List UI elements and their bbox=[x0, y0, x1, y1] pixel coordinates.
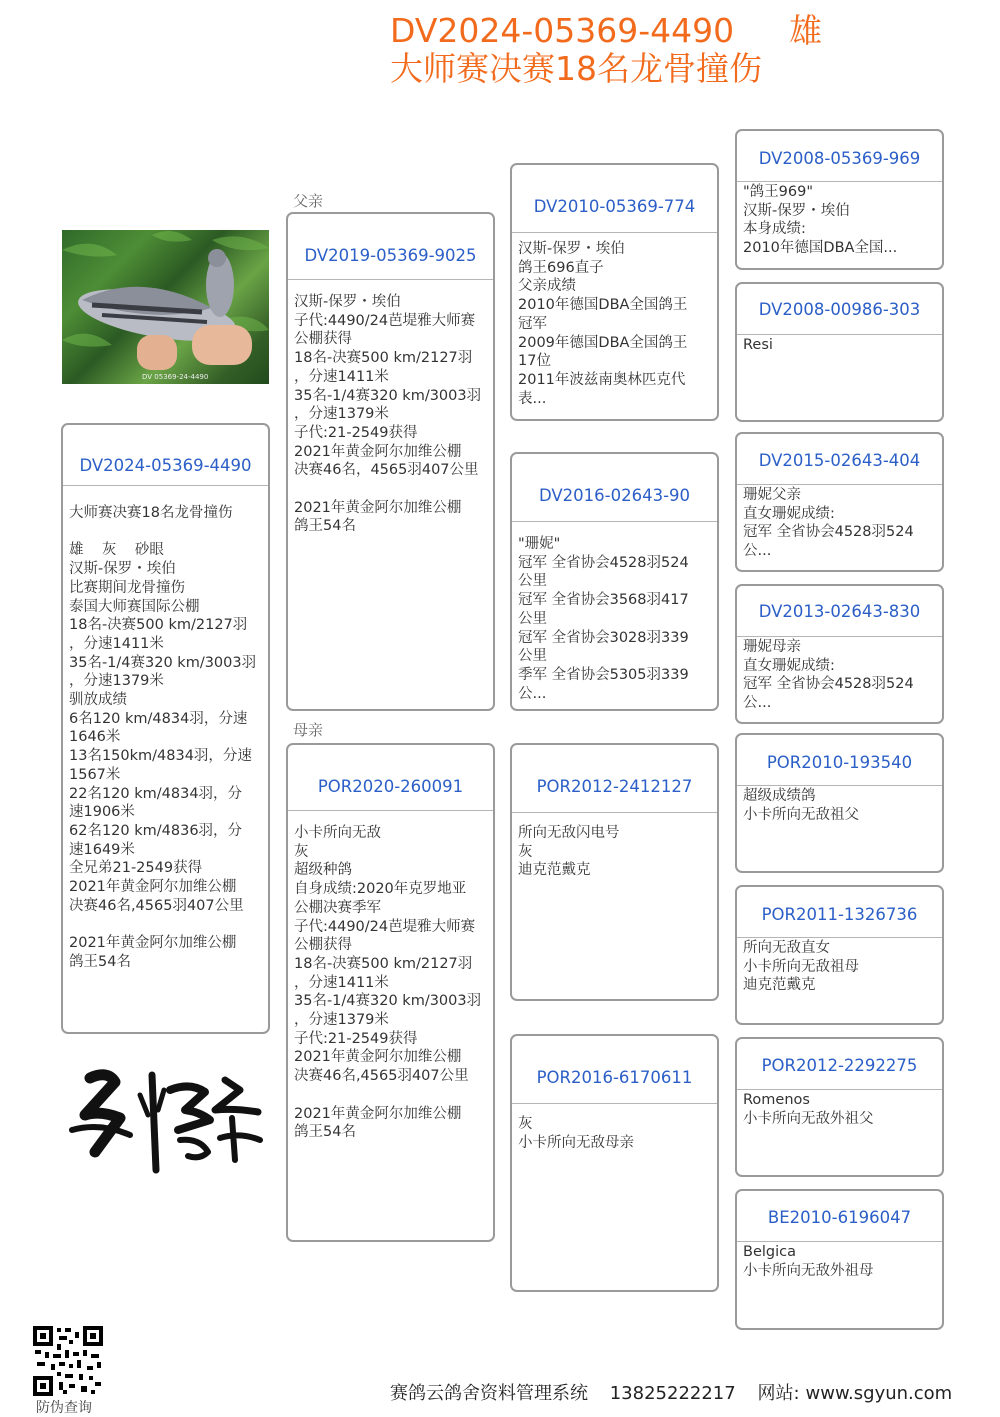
great-grandparent-notes: "鸽王969" 汉斯-保罗・埃伯 本身成绩: 2010年德国DBA全国... bbox=[743, 184, 898, 257]
grandparent-card bbox=[510, 452, 719, 711]
great-grandparent-card bbox=[735, 1037, 944, 1177]
grandparent-notes: 灰 小卡所向无敌母亲 bbox=[518, 1116, 634, 1151]
grandparent-ring: POR2016-6170611 bbox=[512, 1036, 717, 1104]
footer-site[interactable]: www.sgyun.com bbox=[805, 1383, 953, 1404]
grandparent-ring: POR2012-2412127 bbox=[512, 745, 717, 813]
father-notes: 汉斯-保罗・埃伯 子代:4490/24芭堤雅大师赛 公棚获得 18名-决赛500 km/2127羽 ，分速1411米 35名-1/4赛320 km/3003羽 ，分速1379米 子代:21-2549获得 2021年黄金阿尔加维公棚 决赛46名，4565羽407公里 2021年黄金阿尔加维公棚 鸽王54名 bbox=[294, 294, 482, 535]
great-grandparent-ring: DV2013-02643-830 bbox=[737, 586, 942, 637]
pedigree-header bbox=[390, 12, 822, 88]
great-grandparent-notes: Resi bbox=[743, 337, 773, 353]
header-sex: 雄 bbox=[789, 11, 823, 50]
grandparent-card bbox=[510, 1034, 719, 1292]
pigeon-illustration bbox=[62, 230, 269, 384]
mother-ring: POR2020-260091 bbox=[288, 745, 493, 811]
great-grandparent-card bbox=[735, 885, 944, 1025]
qr-label: 防伪查询 bbox=[36, 1400, 92, 1416]
great-grandparent-notes: 超级成绩鸽 小卡所向无敌祖父 bbox=[743, 788, 859, 823]
footer-phone: 13825222217 bbox=[609, 1383, 736, 1404]
great-grandparent-card bbox=[735, 432, 944, 572]
great-grandparent-ring: BE2010-6196047 bbox=[737, 1191, 942, 1242]
footer-site-label: 网站: bbox=[757, 1383, 800, 1404]
great-grandparent-ring: DV2015-02643-404 bbox=[737, 434, 942, 485]
qr-code[interactable] bbox=[33, 1326, 103, 1396]
header-ring: DV2024-05369-4490 bbox=[390, 11, 735, 50]
great-grandparent-notes: 珊妮母亲 直女珊妮成绩: 冠军 全省协会4528羽524 公... bbox=[743, 639, 914, 712]
subject-notes: 大师赛决赛18名龙骨撞伤 雄 灰 砂眼 汉斯-保罗・埃伯 比赛期间龙骨撞伤 泰国大师赛国际公棚 18名-决赛500 km/2127羽 ，分速1411米 35名-1/4赛320 km/3003羽 ，分速1379米 驯放成绩 6名120 km/4834羽，分速 1646米 13名150km/4834羽，分速 1567米 22名120 km/4834羽，分 速1906米 62名120 km/4836羽，分 速1649米 全兄弟21-2549获得 2021年黄金阿尔加维公棚 决赛46名,4565羽407公里 2021年黄金阿尔加维公棚 鸽王54名 bbox=[69, 505, 257, 970]
grandparent-card bbox=[510, 743, 719, 1001]
pigeon-photo bbox=[62, 230, 269, 384]
father-ring: DV2019-05369-9025 bbox=[288, 214, 493, 280]
great-grandparent-notes: 珊妮父亲 直女珊妮成绩: 冠军 全省协会4528羽524 公... bbox=[743, 487, 914, 560]
grandparent-notes: 汉斯-保罗・埃伯 鸽王696直子 父亲成绩 2010年德国DBA全国鸽王 冠军 2009年德国DBA全国鸽王 17位 2011年波兹南奥林匹克代 表... bbox=[518, 241, 688, 407]
great-grandparent-ring: POR2012-2292275 bbox=[737, 1039, 942, 1090]
great-grandparent-ring: POR2011-1326736 bbox=[737, 887, 942, 938]
photo-caption: DV 05369-24-4490 bbox=[142, 373, 209, 381]
great-grandparent-notes: Belgica 小卡所向无敌外祖母 bbox=[743, 1244, 874, 1279]
great-grandparent-ring: DV2008-05369-969 bbox=[737, 131, 942, 182]
grandparent-ring: DV2010-05369-774 bbox=[512, 165, 717, 233]
header-subtitle: 大师赛决赛18名龙骨撞伤 bbox=[390, 49, 762, 88]
great-grandparent-card bbox=[735, 1189, 944, 1330]
footer bbox=[390, 1379, 952, 1405]
great-grandparent-card bbox=[735, 282, 944, 422]
great-grandparent-notes: Romenos 小卡所向无敌外祖父 bbox=[743, 1092, 874, 1127]
grandparent-ring: DV2016-02643-90 bbox=[512, 454, 717, 522]
great-grandparent-ring: DV2008-00986-303 bbox=[737, 284, 942, 335]
mother-card bbox=[286, 743, 495, 1242]
grandparent-notes: "珊妮" 冠军 全省协会4528羽524 公里 冠军 全省协会3568羽417 公里 冠军 全省协会3028羽339 公里 季军 全省协会5305羽339 公... bbox=[518, 536, 689, 702]
great-grandparent-card bbox=[735, 584, 944, 724]
mother-label: 母亲 bbox=[293, 721, 324, 739]
mother-notes: 小卡所向无敌 灰 超级种鸽 自身成绩:2020年克罗地亚 公棚决赛季军 子代:4490/24芭堤雅大师赛 公棚获得 18名-决赛500 km/2127羽 ，分速1411米 35名-1/4赛320 km/3003羽 ，分速1379米 子代:21-2549获得 2021年黄金阿尔加维公棚 决赛46名,4565羽407公里 2021年黄金阿尔加维公棚 鸽王54名 bbox=[294, 825, 482, 1141]
great-grandparent-notes: 所向无敌直女 小卡所向无敌祖母 迪克范戴克 bbox=[743, 940, 859, 994]
great-grandparent-ring: POR2010-193540 bbox=[737, 735, 942, 786]
footer-system: 赛鸽云鸽舍资料管理系统 bbox=[390, 1383, 588, 1404]
qr-code-icon bbox=[33, 1326, 103, 1396]
great-grandparent-card bbox=[735, 733, 944, 873]
loft-logo bbox=[60, 1060, 270, 1180]
father-card bbox=[286, 212, 495, 711]
subject-ring: DV2024-05369-4490 bbox=[63, 425, 268, 486]
grandparent-notes: 所向无敌闪电号 灰 迪克范戴克 bbox=[518, 825, 620, 879]
grandparent-card bbox=[510, 163, 719, 421]
father-label: 父亲 bbox=[293, 192, 324, 210]
great-grandparent-card bbox=[735, 129, 944, 270]
subject-card bbox=[61, 423, 270, 1034]
calligraphy-logo-icon bbox=[60, 1060, 270, 1180]
